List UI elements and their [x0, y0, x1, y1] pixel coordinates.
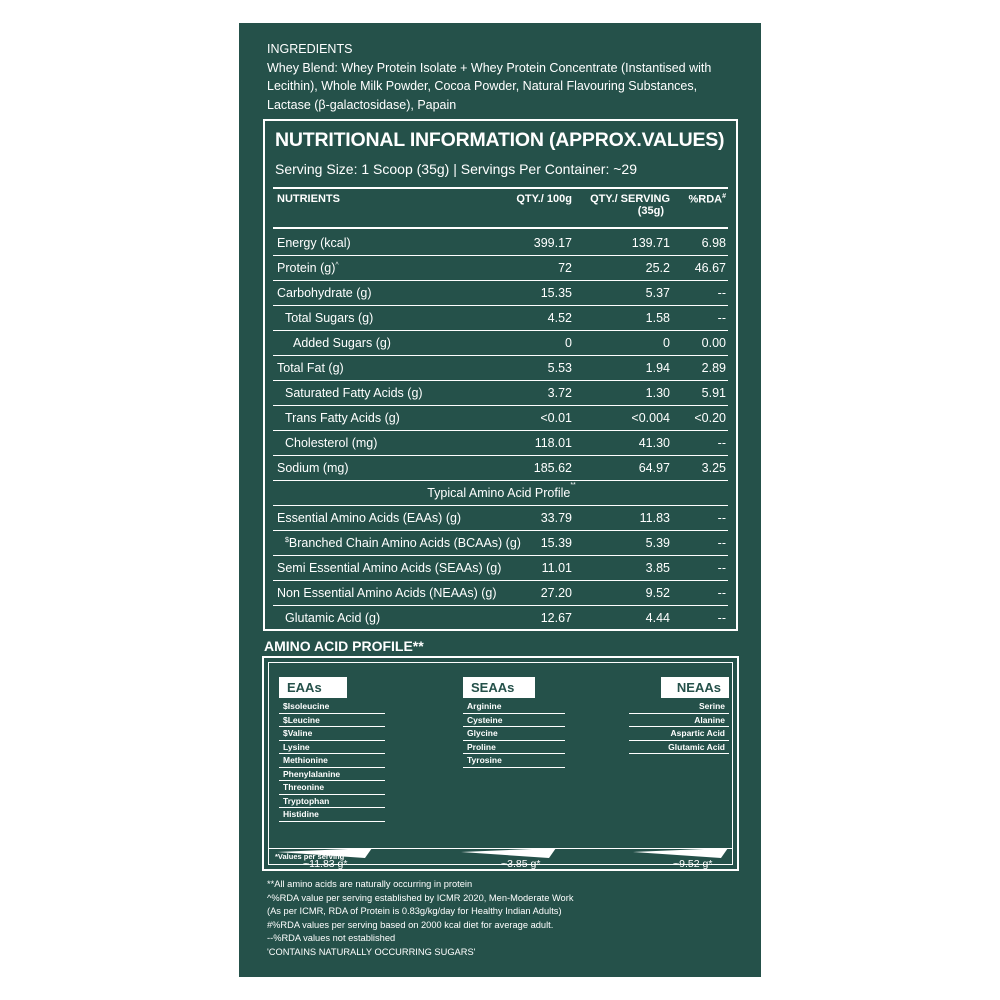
footnote-line: ^%RDA value per serving established by ICMR 2020, Men-Moderate Work [267, 892, 574, 903]
footnote-line: **All amino acids are naturally occurring in protein [267, 879, 473, 889]
qty-per-serving: 1.94 [645, 361, 670, 375]
nutrient-label: Sodium (mg) [277, 461, 349, 475]
nutrient-label: Non Essential Amino Acids (NEAAs) (g) [277, 586, 497, 600]
qty-per-serving: <0.004 [631, 411, 670, 425]
nutrient-name [277, 236, 351, 250]
nutrient-name [285, 436, 377, 450]
nutrient-name [277, 561, 501, 575]
amino-acid-item: Proline [463, 741, 565, 755]
nutrient-row [275, 231, 728, 256]
amino-acid-item: Threonine [279, 781, 385, 795]
rda-value: -- [717, 286, 726, 300]
qty-per-serving: 5.37 [645, 286, 670, 300]
rda-value: -- [717, 436, 726, 450]
amino-acid-item: Aspartic Acid [629, 727, 729, 741]
qty-per-100g: 15.39 [540, 536, 572, 550]
nutrient-label: Trans Fatty Acids (g) [285, 411, 400, 425]
qty-per-100g: 0 [565, 336, 572, 350]
qty-per-serving: 1.58 [645, 311, 670, 325]
qty-per-serving: 4.44 [645, 611, 670, 625]
nutrient-label: Essential Amino Acids (EAAs) (g) [277, 511, 462, 525]
neaas-tag: NEAAs [661, 677, 729, 698]
header-qty-serving-label: QTY./ SERVING [590, 193, 670, 205]
amino-acid-item: Tryptophan [279, 795, 385, 809]
divider [273, 630, 728, 631]
rda-value: -- [717, 536, 726, 550]
nutrient-label: Energy (kcal) [277, 236, 351, 250]
nutrient-row [275, 556, 728, 581]
qty-per-serving: 9.52 [645, 586, 670, 600]
amino-subheading [275, 481, 728, 506]
header-qty-100g: QTY./ 100g [516, 193, 572, 205]
nutrient-row [275, 381, 728, 406]
nutrient-label: Total Sugars (g) [285, 311, 374, 325]
qty-per-100g: 5.53 [547, 361, 572, 375]
seaas-list [463, 700, 565, 768]
nutrient-label: Carbohydrate (g) [277, 286, 372, 300]
nutrient-label: Glutamic Acid (g) [285, 611, 381, 625]
table-header [275, 193, 728, 227]
nutrient-label: Semi Essential Amino Acids (SEAAs) (g) [277, 561, 502, 575]
neaas-wedge [633, 848, 728, 858]
amino-acid-item: Lysine [279, 741, 385, 755]
header-nutrients: NUTRIENTS [277, 193, 340, 205]
qty-per-100g: 399.17 [533, 236, 572, 250]
qty-per-100g: 12.67 [540, 611, 572, 625]
nutrition-title: NUTRITIONAL INFORMATION (APPROX.VALUES) [275, 129, 725, 151]
neaas-column [629, 677, 729, 754]
rda-value: -- [717, 611, 726, 625]
nutrition-facts-box [263, 119, 738, 631]
qty-per-100g: 72 [558, 261, 572, 275]
header-rda-label: %RDA [688, 193, 723, 206]
amino-acid-item: $Isoleucine [279, 700, 385, 714]
rda-value: 6.98 [701, 236, 726, 250]
nutrient-row [275, 281, 728, 306]
amino-acid-item: Glutamic Acid [629, 741, 729, 755]
qty-per-serving: 41.30 [638, 436, 670, 450]
seaas-column [463, 677, 565, 768]
header-qty-serving-sub: (35g) [637, 205, 664, 217]
qty-per-serving: 1.30 [645, 386, 670, 400]
rda-value: -- [717, 311, 726, 325]
nutrient-name [277, 361, 344, 375]
qty-per-serving: 139.71 [631, 236, 670, 250]
amino-profile-inner [268, 662, 733, 870]
nutrient-name [285, 311, 373, 325]
label-panel [239, 23, 761, 977]
qty-per-serving: 3.85 [645, 561, 670, 575]
amino-subheading-label: Typical Amino Acid Profile [427, 486, 571, 500]
nutrient-mark: $ [285, 536, 289, 544]
nutrient-row [275, 406, 728, 431]
eaas-tag: EAAs [279, 677, 347, 698]
header-qty-serving [574, 193, 670, 217]
rda-value: 0.00 [701, 336, 726, 350]
amino-profile-box [262, 656, 739, 871]
nutrient-name [277, 261, 339, 275]
nutrient-name [277, 511, 461, 525]
amino-acid-item: Methionine [279, 754, 385, 768]
rda-value: <0.20 [694, 411, 726, 425]
qty-per-serving: 11.83 [639, 511, 670, 525]
nutrient-row [275, 331, 728, 356]
seaas-tag: SEAAs [463, 677, 535, 698]
nutrient-name [285, 386, 423, 400]
seaas-wedge [461, 848, 556, 858]
header-rda [688, 193, 726, 206]
qty-per-serving: 64.97 [638, 461, 670, 475]
amino-profile-title: AMINO ACID PROFILE** [264, 638, 424, 654]
per-serving-note: *Values per serving [275, 852, 345, 861]
ingredients-text: Whey Blend: Whey Protein Isolate + Whey Protein Concentrate (Instantised with Lecithin), Whole Milk Powder, Cocoa Powder, Natural Flavouring Substances, Lactase (β-galactosidase), Papain [267, 60, 712, 112]
neaas-total: ~9.52 g* [673, 858, 713, 870]
rda-value: -- [717, 511, 726, 525]
ingredients-section [267, 40, 737, 114]
nutrient-name [277, 586, 497, 600]
nutrient-row [275, 506, 728, 531]
header-rda-mark: # [722, 193, 726, 200]
divider [273, 187, 728, 189]
nutrient-label: Protein (g) [277, 261, 336, 275]
rda-value: 3.25 [701, 461, 726, 475]
amino-acid-item: $Leucine [279, 714, 385, 728]
nutrient-label: Added Sugars (g) [293, 336, 391, 350]
eaas-list [279, 700, 385, 822]
neaas-list [629, 700, 729, 754]
qty-per-100g: 11.01 [541, 561, 572, 575]
footnote-line: #%RDA values per serving based on 2000 kcal diet for average adult. [267, 919, 554, 930]
amino-acid-item: Phenylalanine [279, 768, 385, 782]
nutrient-row [275, 531, 728, 556]
qty-per-100g: 3.72 [547, 386, 572, 400]
nutrient-name [293, 336, 391, 350]
nutrient-row [275, 456, 728, 481]
amino-acid-item: Histidine [279, 808, 385, 822]
qty-per-100g: 118.01 [534, 436, 572, 450]
qty-per-100g: 185.62 [533, 461, 572, 475]
nutrient-name [285, 536, 521, 550]
amino-acid-item: $Valine [279, 727, 385, 741]
divider [273, 227, 728, 229]
nutrient-row [275, 431, 728, 456]
eaas-total: ~11.83 g* [303, 858, 348, 870]
rda-value: 2.89 [701, 361, 726, 375]
nutrient-row [275, 606, 728, 631]
rda-value: -- [717, 561, 726, 575]
footnote-line: 'CONTAINS NATURALLY OCCURRING SUGARS' [267, 946, 476, 957]
footnotes [267, 878, 747, 960]
amino-acid-item: Glycine [463, 727, 565, 741]
qty-per-100g: 4.52 [547, 311, 572, 325]
rda-value: 5.91 [701, 386, 726, 400]
nutrient-label: Cholesterol (mg) [285, 436, 378, 450]
nutrient-row [275, 306, 728, 331]
footnote-line: (As per ICMR, RDA of Protein is 0.83g/kg/day for Healthy Indian Adults) [267, 906, 562, 917]
serving-size: Serving Size: 1 Scoop (35g) | Servings Per Container: ~29 [275, 161, 637, 177]
nutrient-row [275, 256, 728, 281]
amino-acid-item: Arginine [463, 700, 565, 714]
nutrient-name [285, 411, 400, 425]
nutrient-name [277, 461, 349, 475]
nutrient-row [275, 581, 728, 606]
rda-value: 46.67 [694, 261, 726, 275]
qty-per-serving: 0 [663, 336, 670, 350]
ingredients-title: INGREDIENTS [267, 42, 353, 56]
amino-subheading-mark: ** [570, 481, 576, 489]
amino-acid-item: Alanine [629, 714, 729, 728]
nutrient-label: Branched Chain Amino Acids (BCAAs) (g) [288, 536, 521, 550]
nutrient-mark: ^ [335, 261, 339, 269]
qty-per-serving: 25.2 [645, 261, 670, 275]
amino-acid-item: Serine [629, 700, 729, 714]
amino-acid-item: Cysteine [463, 714, 565, 728]
amino-acid-item: Tyrosine [463, 754, 565, 768]
rda-value: -- [717, 586, 726, 600]
nutrient-row [275, 356, 728, 381]
qty-per-100g: 15.35 [540, 286, 572, 300]
qty-per-100g: 27.20 [540, 586, 572, 600]
divider [269, 848, 732, 849]
nutrient-label: Total Fat (g) [277, 361, 344, 375]
qty-per-100g: 33.79 [540, 511, 572, 525]
eaas-column [279, 677, 385, 822]
seaas-total: ~3.85 g* [501, 858, 541, 870]
qty-per-serving: 5.39 [645, 536, 670, 550]
nutrient-label: Saturated Fatty Acids (g) [285, 386, 423, 400]
qty-per-100g: <0.01 [540, 411, 572, 425]
footnote-line: --%RDA values not established [267, 933, 396, 944]
nutrient-name [285, 611, 380, 625]
nutrient-name [277, 286, 372, 300]
